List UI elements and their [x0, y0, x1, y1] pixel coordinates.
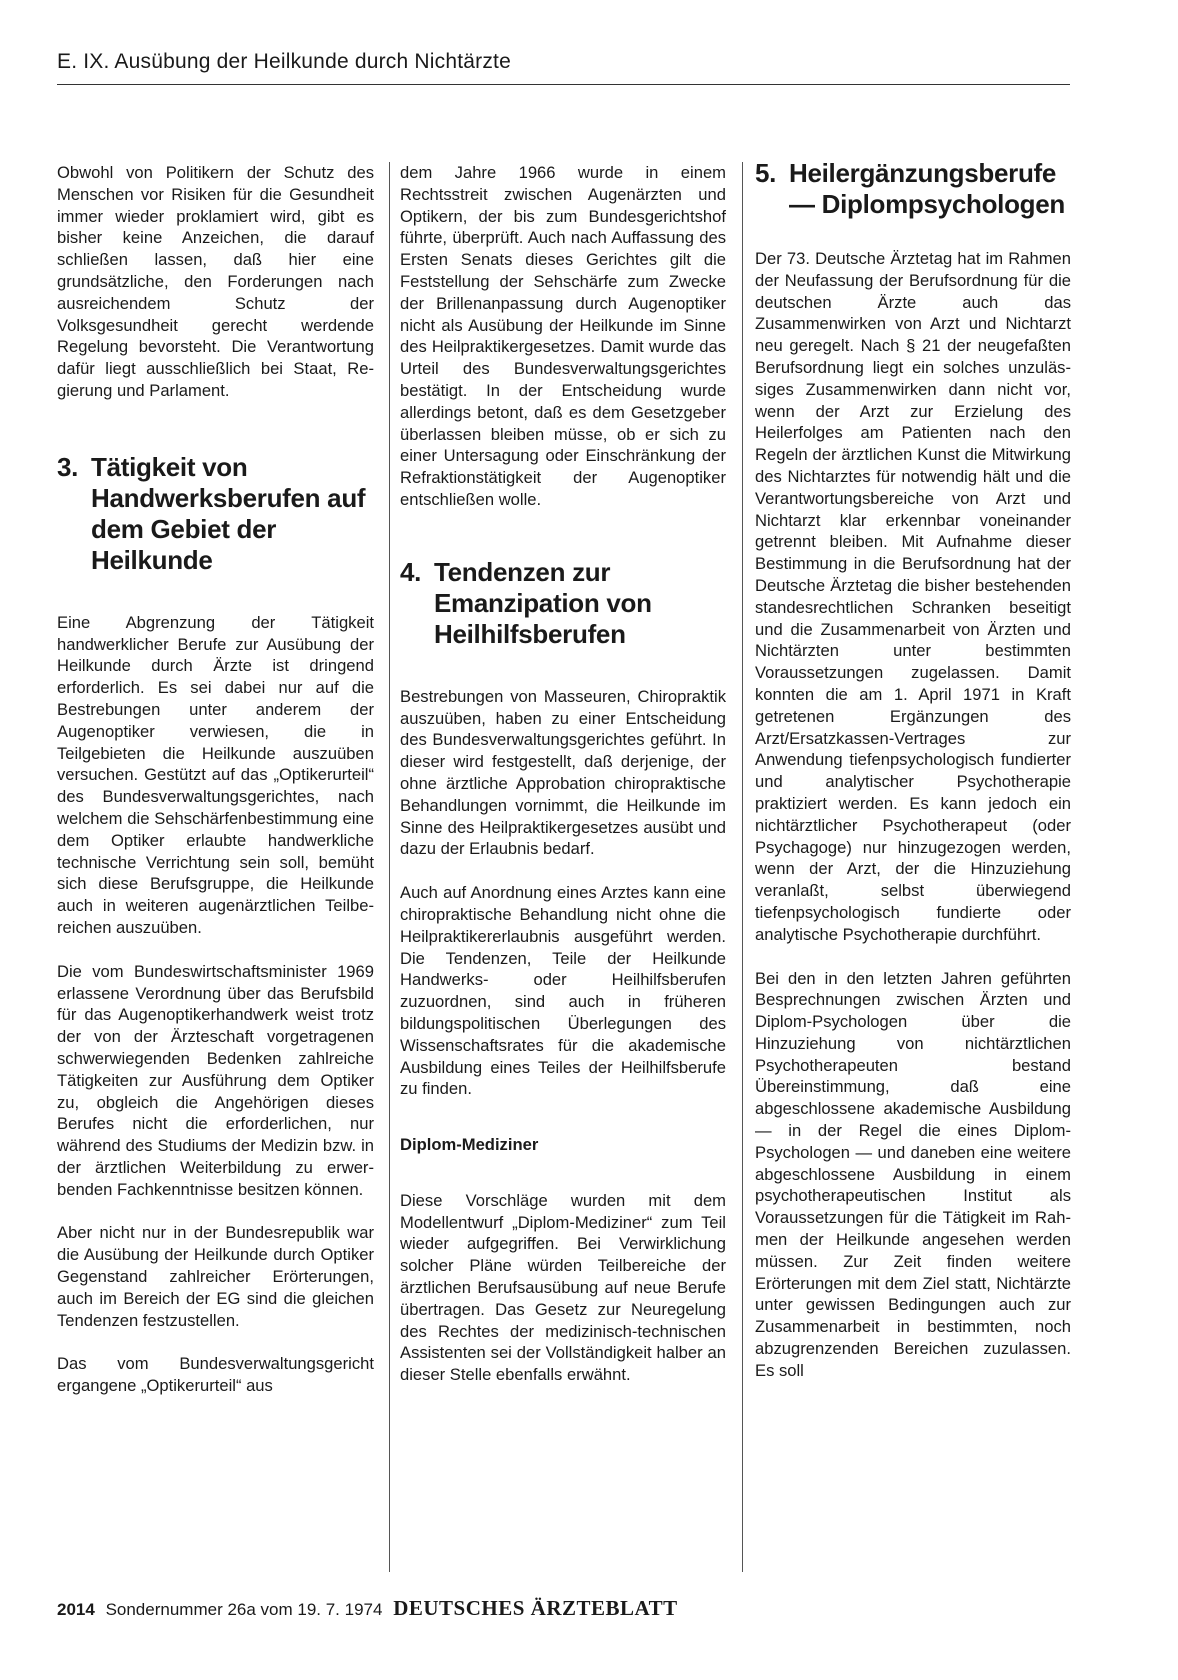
section-number: 4.: [400, 556, 422, 587]
paragraph: Die vom Bundeswirtschaftsminister 1969 erlassene Verordnung über das Berufsbild für das Augenoptikerhandwerk weist trotz der von der Ärzteschaft vorgetragenen schwerwiegenden Bedenken zahlreiche Tätigkeiten zur Ausführung dem Optiker zu, obgleich die Angehörigen dieses Berufes nicht die erforderlichen, nur während des Studiums der Medizin bzw. in der ärztlichen Weiterbildung zu erwerbenden Fachkenntnisse besitzen können.: [57, 961, 374, 1199]
page-number: 2014: [57, 1600, 95, 1619]
masthead: DEUTSCHES ÄRZTEBLATT: [393, 1596, 678, 1620]
section-title: Tätigkeit von Handwerksberufen auf dem Gebiet der Heilkunde: [91, 451, 366, 575]
paragraph: Aber nicht nur in der Bundesrepublik war die Ausübung der Heilkunde durch Optiker Gegenstand zahlreicher Erörterungen, auch im Bereich der EG sind die gleichen Tendenzen festzustellen.: [57, 1223, 374, 1330]
paragraph: Der 73. Deutsche Ärztetag hat im Rahmen der Neufassung der Berufsordnung für die deutschen Ärzte auch das Zusammenwirken von Arzt und Nichtarzt neu geregelt. Nach § 21 der neugefaßten Berufsordnung liegt ein solches unzulässiges Zusammenwirken dann nicht vor, wenn der Arzt zur Erzielung des Heilerfolges am Patienten nach den Regeln der ärztlichen Kunst die Mitwirkung des Nichtarztes für notwendig hält und die Verantwortungsbereiche von Arzt und Nichtarzt klar erkennbar voneinander getrennt bleiben. Mit Aufnahme dieser Bestimmung in die Berufsordnung hat der Deutsche Ärztetag die bisher bestehenden standesrechtlichen Schranken beseitigt und die Zusammenarbeit von Ärzten und Nichtärzten unter bestimmten Voraussetzungen zugelassen. Damit konnten die am 1. April 1971 in Kraft getretenen Ergänzungen des Arzt/Ersatzkassen-Vertrages zur Anwendung tiefenpsychologisch fundierter und analytischer Psychotherapie praktiziert werden. Es kann jedoch ein nichtärztlicher Psychotherapeut (oder Psychagoge) nur hinzugezogen werden, wenn der Arzt, der die Hinzuziehung veranlaßt, selbst überwiegend tiefenpsychologisch fundierte oder analytische Psychotherapie durchführt.: [755, 249, 1071, 944]
section-number: 3.: [57, 451, 79, 482]
paragraph: Bei den in den letzten Jahren geführten Besprechnungen zwischen Ärzten und Diplom-Psychologen über die Hinzuziehung von nichtärztlichen Psychotherapeuten bestand Übereinstimmung, daß eine abgeschlossene akademische Ausbildung — in der Regel die eines Diplom-Psychologen — und daneben eine weitere abgeschlossene Ausbildung in einem psychotherapeutischen Institut als Voraussetzungen für die Tätigkeit im Rahmen der Heilkunde angesehen werden müssen. Zur Zeit finden weitere Erörterungen mit dem Ziel statt, Nichtärzte unter gewissen Bedingungen auch zur Zusammenarbeit in bestimmten, noch abzugrenzenden Bereichen zuzulassen. Es soll: [755, 968, 1071, 1380]
paragraph: Auch auf Anordnung eines Arztes kann eine chiropraktische Behandlung nicht ohne die Heilpraktikererlaubnis ausgeführt werden. Die Tendenzen, Teile der Heilkunde Handwerks- oder Heilhilfsberufen zuzuordnen, sind auch in früheren bildungspolitischen Überlegungen des Wissenschaftsrates für die akademische Ausbildung eines Teiles der Heilhilfsberufe zu finden.: [400, 883, 726, 1099]
paragraph: Bestrebungen von Masseuren, Chiropraktik auszuüben, haben zu einer Entscheidung des Bundesverwaltungsgerichtes geführt. In dieser wird festgestellt, daß derjenige, der ohne ärztliche Approbation chiropraktische Behandlungen vornimmt, die Heilkunde im Sinne des Heilpraktikergesetzes ausübt und dazu der Erlaubnis bedarf.: [400, 686, 726, 859]
section-heading-3: [57, 452, 374, 576]
header-rule: [57, 84, 1070, 85]
page-footer: [57, 1596, 678, 1621]
paragraph: Diese Vorschläge wurden mit dem Modellentwurf „Diplom-Mediziner“ zum Teil wieder aufgegriffen. Bei Verwirklichung solcher Pläne würden Teilbereiche der ärztlichen Berufsausübung auf neue Berufe übertragen. Das Gesetz zur Neuregelung des Rechtes der medizinisch-technischen Assistenten sei der Vollständigkeit halber an dieser Stelle ebenfalls erwähnt.: [400, 1190, 726, 1385]
issue-info: Sondernummer 26a vom 19. 7. 1974: [105, 1600, 383, 1619]
section-heading-4: [400, 557, 726, 650]
paragraph: Das vom Bundesverwaltungsgericht ergangene „Optikerurteil“ aus: [57, 1354, 374, 1396]
column-3: [755, 158, 1071, 1404]
column-divider: [389, 162, 390, 1572]
paragraph: dem Jahre 1966 wurde in einem Rechtsstreit zwischen Augenärzten und Optikern, der bis zum Bundesgerichtshof führte, überprüft. Auch nach Auffassung des Ersten Senats dieses Gerichtes gilt die Feststellung der Sehschärfe zum Zwecke der Brillenanpassung durch Augenoptiker nicht als Ausübung der Heilkunde im Sinne des Heilpraktikergesetzes. Damit wurde das Urteil des Bundesverwaltungsgerichtes bestätigt. In der Entscheidung wurde allerdings betont, daß es dem Gesetzgeber überlassen bleiben müsse, ob er sich zu einer Untersagung oder Einschränkung der Refraktionstätigkeit der Augenoptiker entschließen wolle.: [400, 163, 726, 509]
column-2: [400, 162, 726, 1408]
section-title: Heilergänzungsberufe — Diplompsychologen: [789, 158, 1065, 219]
section-number: 5.: [755, 158, 777, 188]
column-1: [57, 162, 374, 1419]
paragraph: Eine Abgrenzung der Tätigkeit handwerklicher Berufe zur Ausübung der Heilkunde durch Ärzte ist dringend erforderlich. Es sei dabei nur auf die Bestrebungen unter anderem der Augenoptiker verwiesen, die in Teilgebieten die Heilkunde auszuüben versuchen. Gestützt auf das „Optikerurteil“ des Bundesverwaltungsgerichtes, nach welchem die Sehschärfenbestimmung eine dem Optiker erlaubte handwerkliche technische Verrichtung sein soll, bemüht sich diese Berufsgruppe, die Heilkunde auch in weiteren augenärztlichen Teilbereichen auszuüben.: [57, 612, 374, 937]
section-title: Tendenzen zur Emanzipation von Heilhilfsberufen: [434, 556, 652, 649]
paragraph: Obwohl von Politikern der Schutz des Menschen vor Risiken für die Gesundheit immer wieder proklamiert wird, gibt es bisher keine Anzeichen, die darauf schließen lassen, daß hier eine grundsätzliche, den Forderungen nach ausreichendem Schutz der Volksgesundheit gerecht werdende Regelung bevorsteht. Die Verantwortung dafür liegt ausschließlich bei Staat, Regierung und Parlament.: [57, 163, 374, 400]
column-divider: [742, 162, 743, 1572]
section-heading-5: [755, 158, 1071, 220]
running-header: E. IX. Ausübung der Heilkunde durch Nichtärzte: [57, 50, 511, 73]
subheading: Diplom-Mediziner: [400, 1135, 539, 1155]
